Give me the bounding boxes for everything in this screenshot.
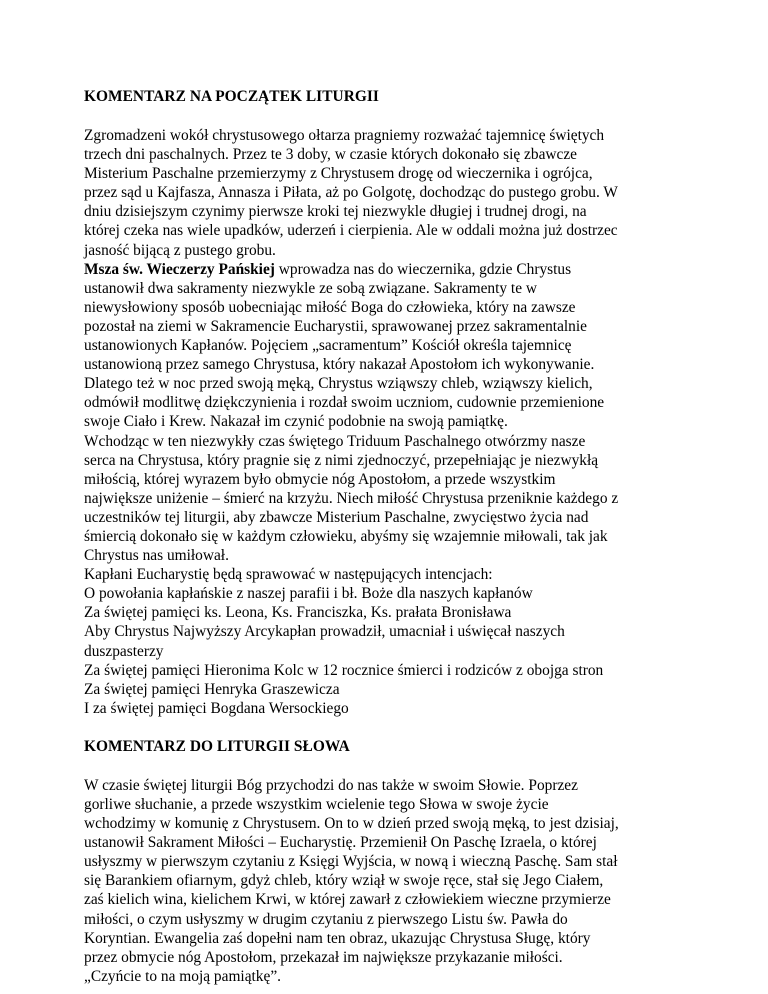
mass-commentary-text: wprowadza nas do wieczernika, gdzie Chrystus ustanowił dwa sakramenty niezwykle ze sobą związane. Sakramenty te w niewysłowiony sposób uobecniając miłość Boga do człowieka, który na zawsze pozostał na ziemi w Sakramencie Eucharystii, sprawowanej przez sakramentalnie ustanowionych Kapłanów. Pojęciem „sacramentum” Kościół określa tajemnicę ustanowioną przez samego Chrystusa, który nakazał Apostołom ich wykonywanie. Dlatego też w noc przed swoją męką, Chrystus wziąwszy chleb, wziąwszy kielich, odmówił modlitwę dziękczynienia i rozdał swoim uczniom, cudownie przemienione swoje Ciało i Krew. Nakazał im czynić podobnie na swoją pamiątkę. Wchodząc w ten niezwykły czas świętego Triduum Paschalnego otwórzmy nasze serca na Chrystusa, który pragnie się z nimi zjednoczyć, przepełniając je niezwykłą miłością, której wyrazem było obmycie nóg Apostołom, a przede wszystkim największe uniżenie – śmierć na krzyżu. Niech miłość Chrystusa przeniknie każdego z uczestników tej liturgii, aby zbawcze Misterium Paschalne, zwycięstwo życia nad śmiercią dokonało się w każdym człowieku, abyśmy się wzajemnie miłowali, tak jak Chrystus nas umiłował. Kapłani Eucharystię będą sprawować w następujących intencjach: O powołania kapłańskie z naszej parafii i bł. Boże dla naszych kapłanów Za świętej pamięci ks. Leona, Ks. Franciszka, Ks. prałata Bronisława Aby Chrystus Najwyższy Arcykapłan prowadził, umacniał i uświęcał naszych duszpasterzy Za świętej pamięci Hieronima Kolc w 12 rocznice śmierci i rodziców z obojga stron Za świętej pamięci Henryka Graszewicza I za świętej pamięci Bogdana Wersockiego <box>84 260 619 717</box>
opening-commentary <box>84 126 708 718</box>
section-heading-liturgy-word: KOMENTARZ DO LITURGII SŁOWA <box>84 737 350 755</box>
mass-title-bold: Msza św. Wieczerzy Pańskiej <box>84 260 275 278</box>
liturgy-word-commentary: W czasie świętej liturgii Bóg przychodzi do nas także w swoim Słowie. Poprzez gorliwe słuchanie, a przede wszystkim wcielenie tego Słowa w swoje życie wchodzimy w komunię z Chrystusem. On to w dzień przed swoją męką, to jest dzisiaj, ustanowił Sakrament Miłości – Eucharystię. Przemienił On Paschę Izraela, o której usłyszmy w pierwszym czytaniu z Księgi Wyjścia, w nową i wieczną Paschę. Sam stał się Barankiem ofiarnym, gdyż chleb, który wziął w swoje ręce, stał się Jego Ciałem, zaś kielich wina, kielichem Krwi, w której zawarł z człowiekiem wieczne przymierze miłości, o czym usłyszmy w drugim czytaniu z pierwszego Listu św. Pawła do Koryntian. Ewangelia zaś dopełni nam ten obraz, ukazując Chrystusa Sługę, który przez obmycie nóg Apostołom, przekazał im największe przykazanie miłości. „Czyńcie to na moją pamiątkę”. <box>84 776 619 985</box>
section-heading-opening: KOMENTARZ NA POCZĄTEK LITURGII <box>84 88 379 105</box>
opening-intro-text: Zgromadzeni wokół chrystusowego ołtarza pragniemy rozważać tajemnicę świętych trzech dni paschalnych. Przez te 3 doby, w czasie których dokonało się zbawcze Misterium Paschalne przemierzymy z Chrystusem drogę od wieczernika i ogrójca, przez sąd u Kajfasza, Annasza i Piłata, aż po Golgotę, dochodząc do pustego grobu. W dniu dzisiejszym czynimy pierwsze kroki tej niezwykle długiej i trudnej drogi, na której czeka nas wiele upadków, uderzeń i cierpienia. Ale w oddali można już dostrzec jasność bijącą z pustego grobu. <box>84 127 618 259</box>
